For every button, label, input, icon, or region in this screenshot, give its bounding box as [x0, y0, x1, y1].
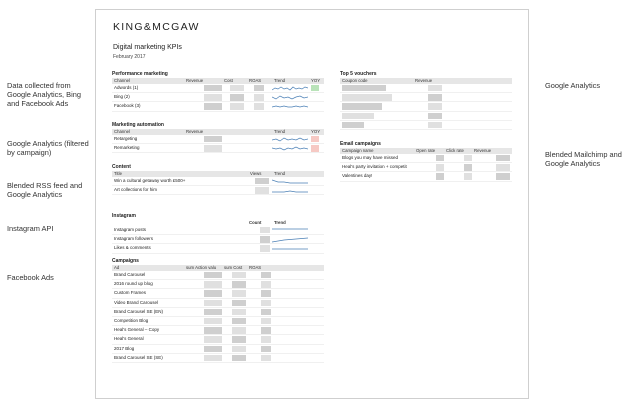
trend-sparkline	[272, 103, 308, 110]
table-row	[112, 93, 324, 102]
col-click-rate: Click rate	[446, 148, 464, 153]
yoy-indicator	[311, 85, 319, 91]
col-views: Views	[250, 171, 262, 176]
table-row	[112, 177, 324, 186]
automation-section	[112, 122, 324, 153]
row-label: Bing (2)	[114, 94, 130, 100]
table-row	[340, 121, 512, 130]
col-trend: Trend	[274, 171, 286, 176]
col-campaign-name: Campaign name	[342, 148, 374, 153]
table-row	[340, 172, 512, 181]
col-yoy: YOY	[311, 129, 321, 134]
col-revenue: Revenue	[474, 148, 492, 153]
trend-sparkline	[272, 94, 308, 101]
table-row	[112, 308, 324, 317]
table-row	[340, 102, 512, 111]
trend-sparkline	[272, 136, 308, 143]
trend-sparkline	[272, 187, 308, 194]
trend-sparkline	[272, 236, 308, 243]
trend-sparkline	[272, 178, 308, 185]
row-label: Remarketing	[114, 145, 140, 151]
row-label: Competition Blog	[114, 317, 149, 323]
annotation-vouchers: Google Analytics	[545, 81, 601, 90]
table-row	[112, 186, 324, 195]
table-row	[112, 345, 324, 354]
trend-sparkline	[272, 245, 308, 252]
row-label: Art collections for him	[114, 187, 158, 193]
col-trend: Trend	[274, 78, 286, 83]
report-date: February 2017	[113, 54, 146, 60]
performance-section	[112, 71, 324, 112]
col-action-value: sum Action valu	[186, 265, 217, 270]
col-ad: Ad	[114, 265, 120, 270]
table-row	[112, 280, 324, 289]
col-roas: ROAS	[249, 78, 262, 83]
col-trend: Trend	[274, 129, 286, 134]
report-sheet	[95, 9, 529, 399]
row-label: Brand Carousel	[114, 272, 146, 277]
table-row	[340, 93, 512, 102]
col-yoy: YOY	[311, 78, 321, 83]
section-title: Performance marketing	[112, 71, 168, 77]
table-row	[112, 326, 324, 335]
row-label: Blogs you may have missed	[342, 155, 399, 160]
table-row	[112, 235, 324, 244]
annotation-performance: Data collected from Google Analytics, Bing and Facebook Ads	[7, 81, 81, 109]
annotation-instagram: Instagram API	[7, 224, 54, 233]
col-roas: ROAS	[249, 265, 262, 270]
campaigns-section	[112, 258, 324, 363]
col-revenue: Revenue	[186, 78, 204, 83]
table-row	[340, 154, 512, 163]
table-row	[112, 102, 324, 111]
row-label: Facebook (3)	[114, 103, 141, 109]
row-label: Win a cultural getaway worth £500+	[114, 178, 186, 183]
email-section	[340, 141, 512, 182]
table-row	[112, 84, 324, 93]
trend-sparkline	[272, 85, 308, 92]
row-label: Video Brand Carousel	[114, 299, 158, 305]
col-trend: Trend	[274, 220, 286, 225]
row-label: Retargeting	[114, 136, 138, 141]
col-cost: Cost	[224, 78, 233, 83]
content-section	[112, 164, 324, 195]
col-coupon-code: Coupon code	[342, 78, 368, 83]
col-count: Count	[249, 220, 262, 225]
annotation-content: Blended RSS feed and Google Analytics	[7, 181, 83, 200]
row-label: Adwords (1)	[114, 85, 139, 90]
row-label: 2016 round up blog	[114, 281, 153, 287]
row-label: Brand Carousel SE (SE)	[114, 354, 163, 360]
row-label: Instagram posts	[114, 227, 147, 232]
table-row	[112, 144, 324, 153]
row-label: Likes & comments	[114, 245, 151, 251]
row-label: Brand Carousel SE (EN)	[114, 308, 164, 314]
col-open-rate: Open rate	[416, 148, 436, 153]
table-row	[112, 299, 324, 308]
section-title: Campaigns	[112, 258, 139, 264]
yoy-indicator	[311, 136, 319, 142]
row-label: Custom Frames	[114, 290, 147, 296]
table-row	[112, 354, 324, 363]
col-cost: sum Cost	[224, 265, 243, 270]
row-label: Valentines day!	[342, 173, 373, 179]
table-row	[112, 135, 324, 144]
trend-sparkline	[272, 145, 308, 152]
yoy-indicator	[311, 103, 319, 109]
table-row	[112, 271, 324, 280]
table-row	[112, 289, 324, 298]
section-title: Marketing automation	[112, 122, 164, 128]
table-row	[112, 317, 324, 326]
instagram-section	[112, 213, 324, 254]
section-title: Content	[112, 164, 131, 170]
section-title: Instagram	[112, 213, 136, 219]
yoy-indicator	[311, 94, 319, 100]
section-title: Top 5 vouchers	[340, 71, 377, 77]
table-row	[340, 112, 512, 121]
yoy-indicator	[311, 145, 319, 151]
table-row	[112, 335, 324, 344]
row-label: 2017 Blog	[114, 345, 135, 351]
annotation-email: Blended Mailchimp and Google Analytics	[545, 150, 622, 169]
annotation-automation: Google Analytics (filtered by campaign)	[7, 139, 89, 158]
row-label: Heal's General	[114, 336, 144, 342]
row-label: Instagram followers	[114, 236, 154, 242]
col-channel: Channel	[114, 78, 131, 83]
vouchers-section	[340, 71, 512, 130]
table-row	[112, 226, 324, 235]
brand-logo: KING&MCGAW	[113, 21, 200, 33]
col-title: Title	[114, 171, 122, 176]
table-row	[340, 163, 512, 172]
report-title: Digital marketing KPIs	[113, 44, 182, 51]
table-row	[340, 84, 512, 93]
table-row	[112, 244, 324, 253]
col-channel: Channel	[114, 129, 131, 134]
col-revenue: Revenue	[186, 129, 204, 134]
row-label: Heal's party invitation + competit	[342, 164, 407, 170]
trend-sparkline	[272, 227, 308, 234]
row-label: Heal's General – Copy	[114, 327, 160, 333]
annotation-campaigns: Facebook Ads	[7, 273, 54, 282]
col-revenue: Revenue	[415, 78, 433, 83]
section-title: Email campaigns	[340, 141, 381, 147]
